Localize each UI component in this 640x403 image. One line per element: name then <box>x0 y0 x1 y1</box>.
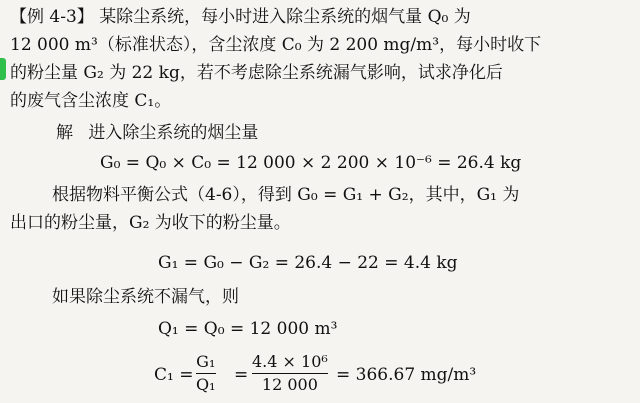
solution-line-4: 如果除尘系统不漏气，则 <box>52 287 239 307</box>
solution-line-2: 根据物料平衡公式（4-6），得到 G₀ = G₁ + G₂，其中，G₁ 为 <box>52 185 520 205</box>
example-label: 【例 4-3】 <box>10 7 94 27</box>
solution-line-3: 出口的粉尘量，G₂ 为收下的粉尘量。 <box>10 213 291 233</box>
solution-label: 解 <box>56 123 73 143</box>
fraction-bar-value <box>252 373 328 374</box>
example-line-2: 12 000 m³（标准状态），含尘浓度 C₀ 为 2 200 mg/m³，每小时收下 <box>10 35 542 55</box>
fraction-bar <box>196 373 216 374</box>
solution-line-1 <box>56 122 258 144</box>
equation-1: G₀ = Q₀ × C₀ = 12 000 × 2 200 × 10⁻⁶ = 26.4 kg <box>100 153 522 173</box>
fraction-numerator-value: 4.4 × 10⁶ <box>252 352 328 371</box>
equation-3: Q₁ = Q₀ = 12 000 m³ <box>158 319 338 339</box>
equation-4-lhs: C₁ = <box>154 365 194 385</box>
equation-2: G₁ = G₀ − G₂ = 26.4 − 22 = 4.4 kg <box>158 253 458 273</box>
fraction-g1-over-q1 <box>196 352 216 395</box>
equation-4-result: = 366.67 mg/m³ <box>336 365 477 385</box>
fraction-value <box>252 352 328 395</box>
fraction-numerator: G₁ <box>196 352 216 371</box>
equation-4-equals: = <box>234 365 249 385</box>
fraction-denominator-value: 12 000 <box>261 375 318 394</box>
example-line-1 <box>10 6 471 28</box>
solution-text-1: 进入除尘系统的烟尘量 <box>88 123 259 143</box>
example-text-1: 某除尘系统，每小时进入除尘系统的烟气量 Q₀ 为 <box>99 7 471 27</box>
fraction-denominator: Q₁ <box>196 375 216 394</box>
example-line-3: 的粉尘量 G₂ 为 22 kg，若不考虑除尘系统漏气影响，试求净化后 <box>10 63 503 83</box>
edge-marker <box>0 58 6 80</box>
example-line-4: 的废气含尘浓度 C₁。 <box>10 91 172 111</box>
